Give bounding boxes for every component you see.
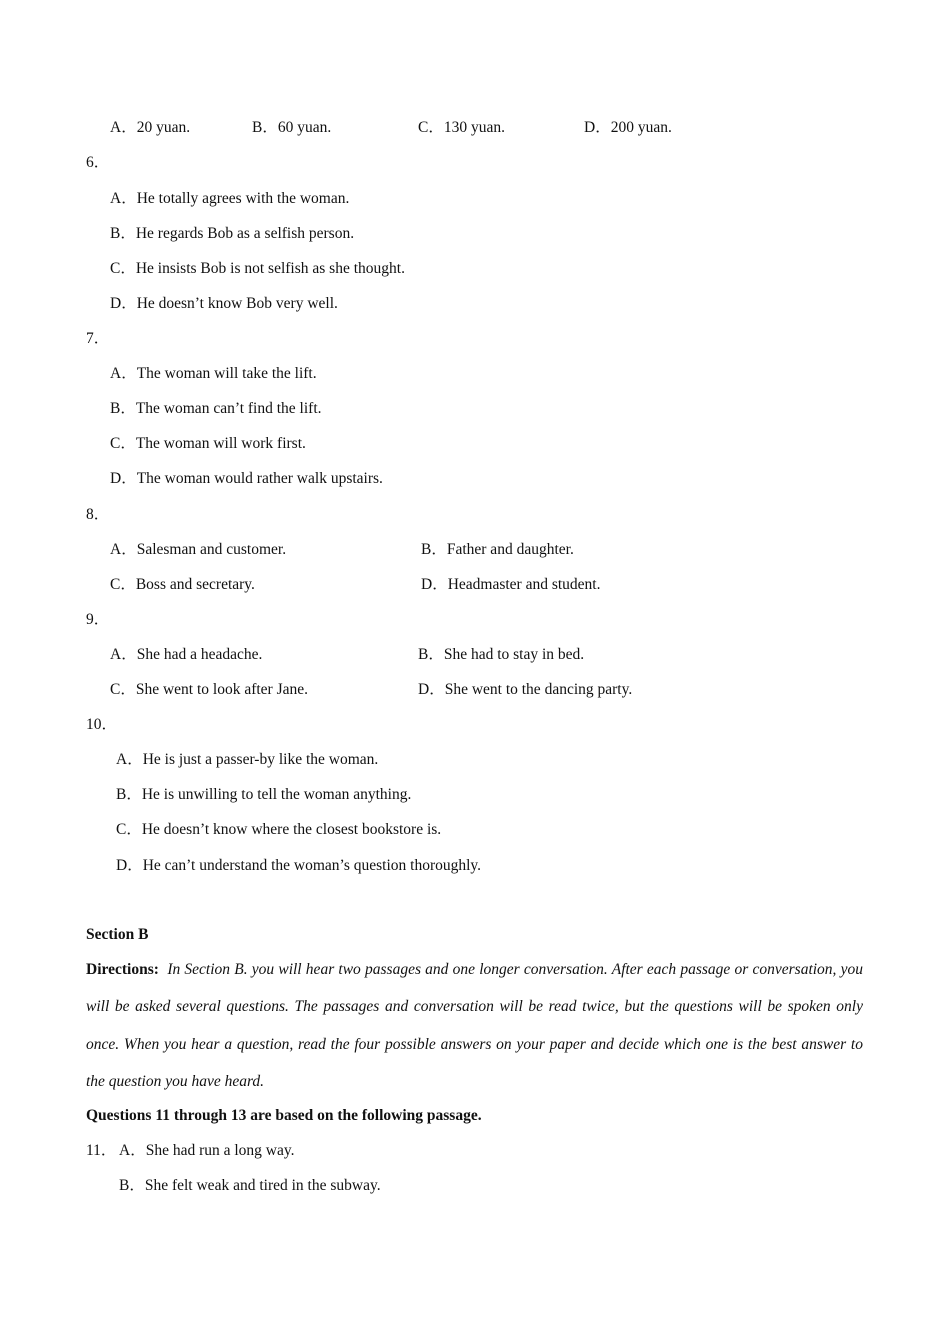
q11-option-b: B．She felt weak and tired in the subway. [119,1177,381,1194]
section-b-title: Section B [86,926,149,943]
q7-option-d: D．The woman would rather walk upstairs. [110,470,383,487]
directions-text: In Section B. you will hear two passages and one longer conversation. After each passage or conversation, you will be asked several questions. The passages and conversation will be read twice, but the questions will be spoken only once. When you hear a question, read the four possible answers on your paper and decide which one is the best answer to the question you have heard. [86,961,864,1090]
q8-option-c: C．Boss and secretary. [110,576,255,593]
q8-option-b: B．Father and daughter. [421,541,574,558]
q9-option-c: C．She went to look after Jane. [110,681,309,698]
q9-number: 9． [86,611,110,628]
q8-option-a: A．Salesman and customer. [110,541,287,558]
directions-label: Directions: [86,961,159,978]
q6-option-b: B．He regards Bob as a selfish person. [110,225,355,242]
q5-option-b: B．60 yuan. [252,119,332,136]
q5-option-d: D．200 yuan. [584,119,672,136]
q6-option-d: D．He doesn’t know Bob very well. [110,295,338,312]
q10-option-b: B．He is unwilling to tell the woman anything. [116,786,412,803]
q9-option-b: B．She had to stay in bed. [418,646,585,663]
q7-option-a: A．The woman will take the lift. [110,365,317,382]
q8-number: 8． [86,506,110,523]
q6-option-a: A．He totally agrees with the woman. [110,190,350,207]
q11-number: 11． [86,1142,117,1159]
q9-option-d: D．She went to the dancing party. [418,681,633,698]
q11-option-a: A．She had run a long way. [119,1142,295,1159]
q7-number: 7． [86,330,110,347]
q5-option-c: C．130 yuan. [418,119,505,136]
q7-option-c: C．The woman will work first. [110,435,306,452]
q6-option-c: C．He insists Bob is not selfish as she thought. [110,260,405,277]
q7-option-b: B．The woman can’t find the lift. [110,400,322,417]
q10-option-d: D．He can’t understand the woman’s question thoroughly. [116,857,482,874]
q10-number: 10． [86,716,118,733]
q10-option-c: C．He doesn’t know where the closest bookstore is. [116,821,442,838]
q5-option-a: A．20 yuan. [110,119,191,136]
questions-header: Questions 11 through 13 are based on the following passage. [86,1107,482,1124]
q8-option-d: D．Headmaster and student. [421,576,601,593]
q9-option-a: A．She had a headache. [110,646,263,663]
section-b-directions [86,951,863,1100]
q10-option-a: A．He is just a passer-by like the woman. [116,751,379,768]
q6-number: 6． [86,154,110,171]
